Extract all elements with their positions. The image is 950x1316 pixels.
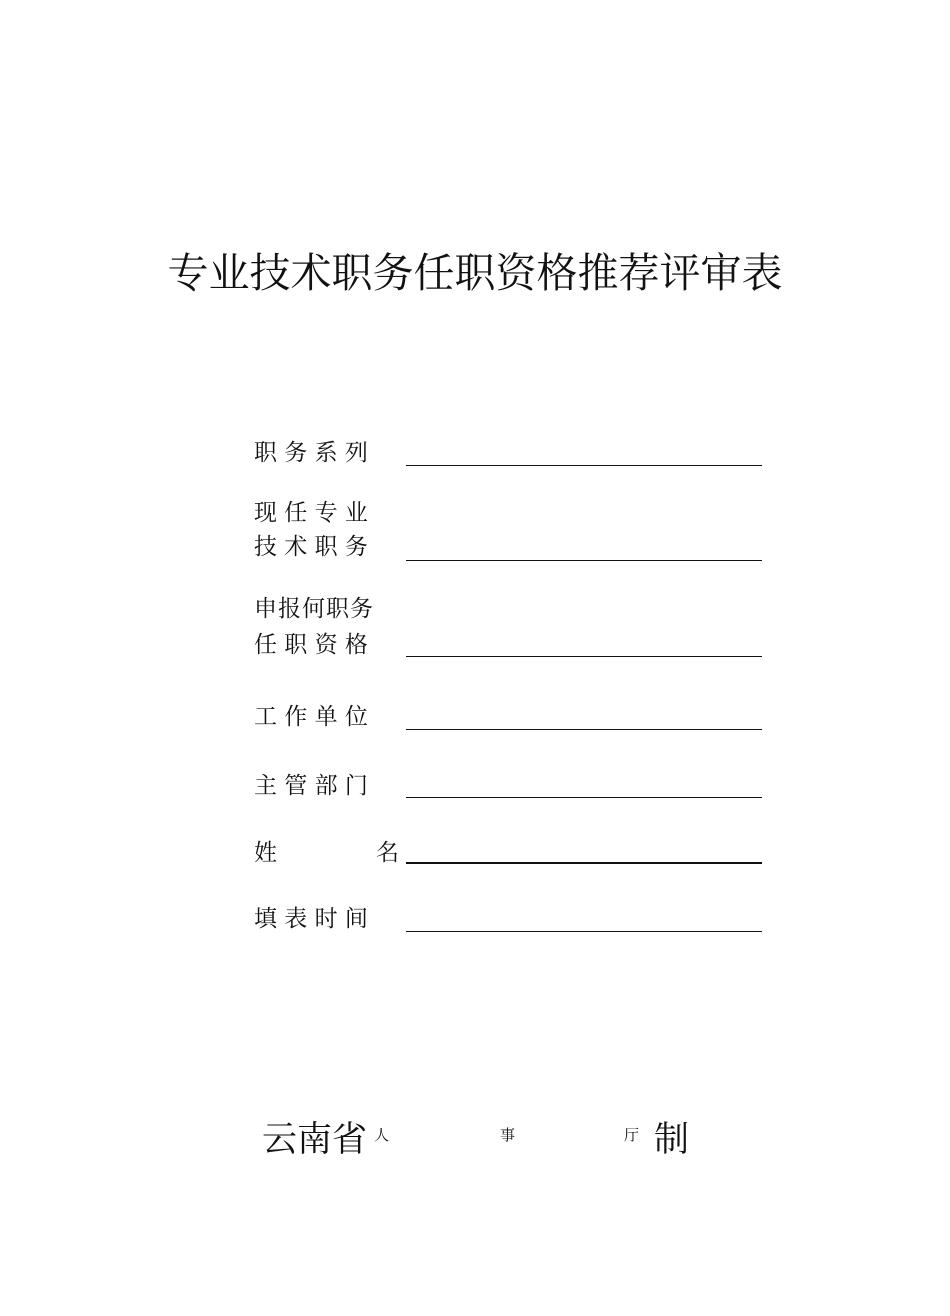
work-unit-input-line[interactable] bbox=[406, 729, 762, 730]
issuer-suffix: 制 bbox=[654, 1120, 690, 1160]
issuer-char-ting: 厅 bbox=[624, 1126, 640, 1144]
work-unit-label: 工 作 单 位 bbox=[254, 704, 368, 730]
current-title-input-line[interactable] bbox=[406, 560, 762, 561]
field-department bbox=[254, 771, 762, 803]
field-current-title bbox=[254, 498, 762, 564]
current-title-label-line-2: 技 术 职 务 bbox=[254, 534, 368, 560]
name-label-char-1: 姓 bbox=[254, 840, 277, 866]
job-series-input-line[interactable] bbox=[406, 465, 762, 466]
issuer-footer bbox=[262, 1112, 692, 1160]
department-label: 主 管 部 门 bbox=[254, 773, 368, 799]
applied-title-label-line-2: 任 职 资 格 bbox=[254, 632, 368, 658]
name-label-char-2: 名 bbox=[376, 840, 399, 866]
department-input-line[interactable] bbox=[406, 797, 762, 798]
field-job-series bbox=[254, 438, 762, 470]
job-series-label-text: 职 务 系 列 bbox=[254, 440, 368, 466]
field-applied-title bbox=[254, 594, 762, 660]
issuer-province: 云南省 bbox=[262, 1120, 368, 1160]
fill-date-label: 填 表 时 间 bbox=[254, 906, 368, 932]
name-input-line[interactable] bbox=[406, 862, 762, 864]
field-name bbox=[254, 838, 762, 870]
applied-title-label-line-1: 申报何职务 bbox=[254, 596, 374, 622]
field-fill-date bbox=[254, 904, 762, 936]
job-series-label bbox=[254, 438, 402, 468]
issuer-char-ren: 人 bbox=[374, 1126, 390, 1144]
applied-title-input-line[interactable] bbox=[406, 656, 762, 657]
fill-date-input-line[interactable] bbox=[406, 931, 762, 932]
document-title: 专业技术职务任职资格推荐评审表 bbox=[167, 249, 783, 297]
issuer-char-shi: 事 bbox=[500, 1126, 516, 1144]
field-work-unit bbox=[254, 702, 762, 734]
current-title-label-line-1: 现 任 专 业 bbox=[254, 500, 368, 526]
